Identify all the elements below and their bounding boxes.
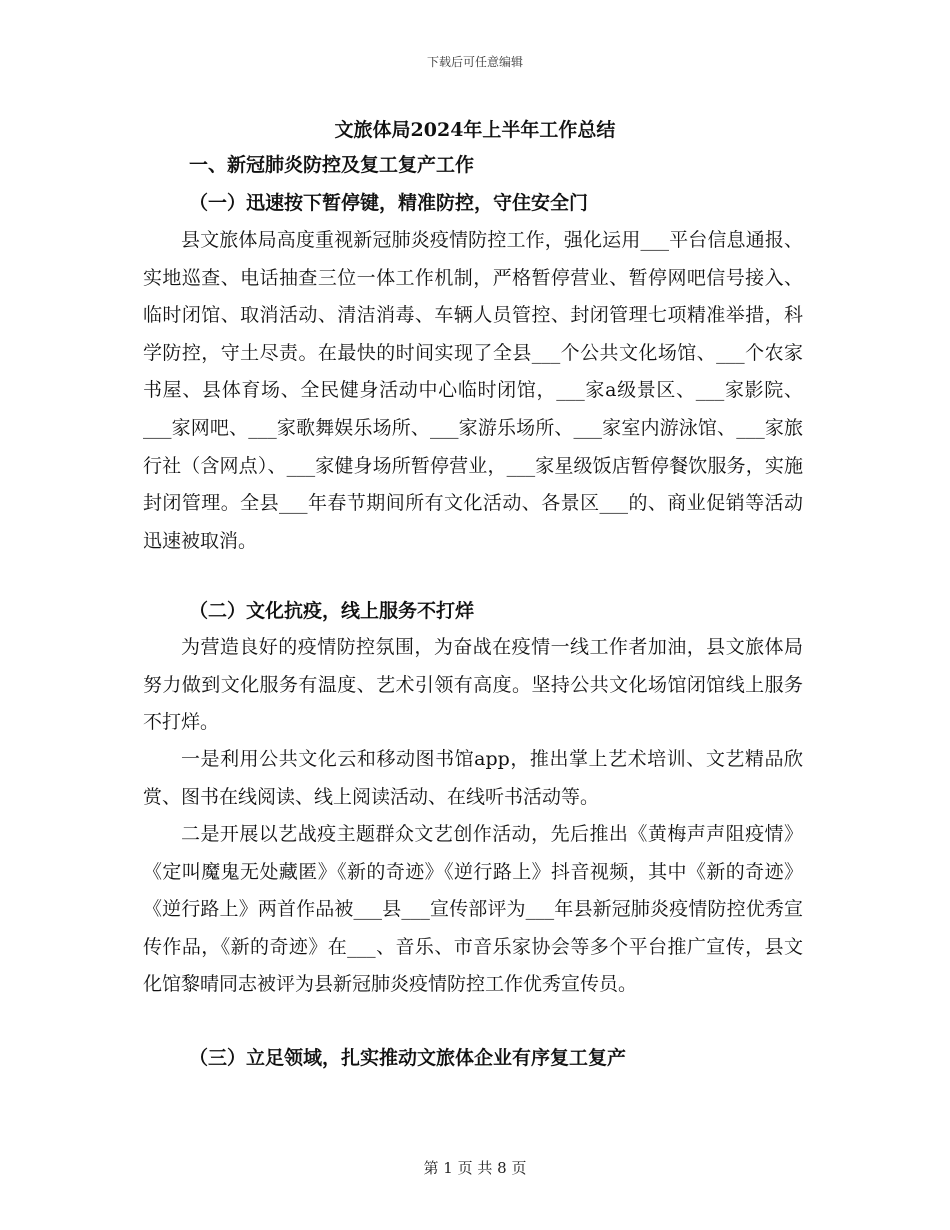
subsection-heading-3: （三）立足领域，扎实推动文旅体企业有序复工复产 xyxy=(189,1047,627,1069)
paragraph-1: 县文旅体局高度重视新冠肺炎疫情防控工作，强化运用___平台信息通报、实地巡查、电话抽查三位一体工作机制，严格暂停营业、暂停网吧信号接入、临时闭馆、取消活动、清洁消毒、车辆人员管控、封闭管理七项精准举措，科学防控，守土尽责。在最快的时间实现了全县___个公共文化场馆、___个农家书屋、县体育场、全民健身活动中心临时闭馆，___家a级景区、___家影院、___家网吧、___家歌舞娱乐场所、___家游乐场所、___家室内游泳馆、___家旅行社（含网点）、___家健身场所暂停营业，___家星级饭店暂停餐饮服务，实施封闭管理。全县___年春节期间所有文化活动、各景区___的、商业促销等活动迅速被取消。 xyxy=(143,229,803,552)
header-note: 下载后可任意编辑 xyxy=(426,55,523,69)
paragraph-3: 一是利用公共文化云和移动图书馆app，推出掌上艺术培训、文艺精品欣赏、图书在线阅读、线上阅读活动、在线听书活动等。 xyxy=(143,748,803,808)
page-footer: 第 1 页 共 8 页 xyxy=(423,1159,527,1177)
section-heading-1: 一、新冠肺炎防控及复工复产工作 xyxy=(189,154,475,176)
document-title: 文旅体局2024年上半年工作总结 xyxy=(334,119,616,141)
paragraph-2: 为营造良好的疫情防控氛围，为奋战在疫情一线工作者加油，县文旅体局努力做到文化服务有温度、艺术引领有高度。坚持公共文化场馆闭馆线上服务不打烊。 xyxy=(143,636,803,734)
paragraph-4: 二是开展以艺战疫主题群众文艺创作活动，先后推出《黄梅声声阻疫情》《定叫魔鬼无处藏匿》《新的奇迹》《逆行路上》抖音视频，其中《新的奇迹》《逆行路上》两首作品被___县___宣传部评为___年县新冠肺炎疫情防控优秀宣传作品，《新的奇迹》在___、音乐、市音乐家协会等多个平台推广宣传，县文化馆黎晴同志被评为县新冠肺炎疫情防控工作优秀宣传员。 xyxy=(143,823,803,996)
subsection-heading-2: （二）文化抗疫，线上服务不打烊 xyxy=(189,600,475,622)
subsection-heading-1: （一）迅速按下暂停键，精准防控，守住安全门 xyxy=(189,192,589,214)
